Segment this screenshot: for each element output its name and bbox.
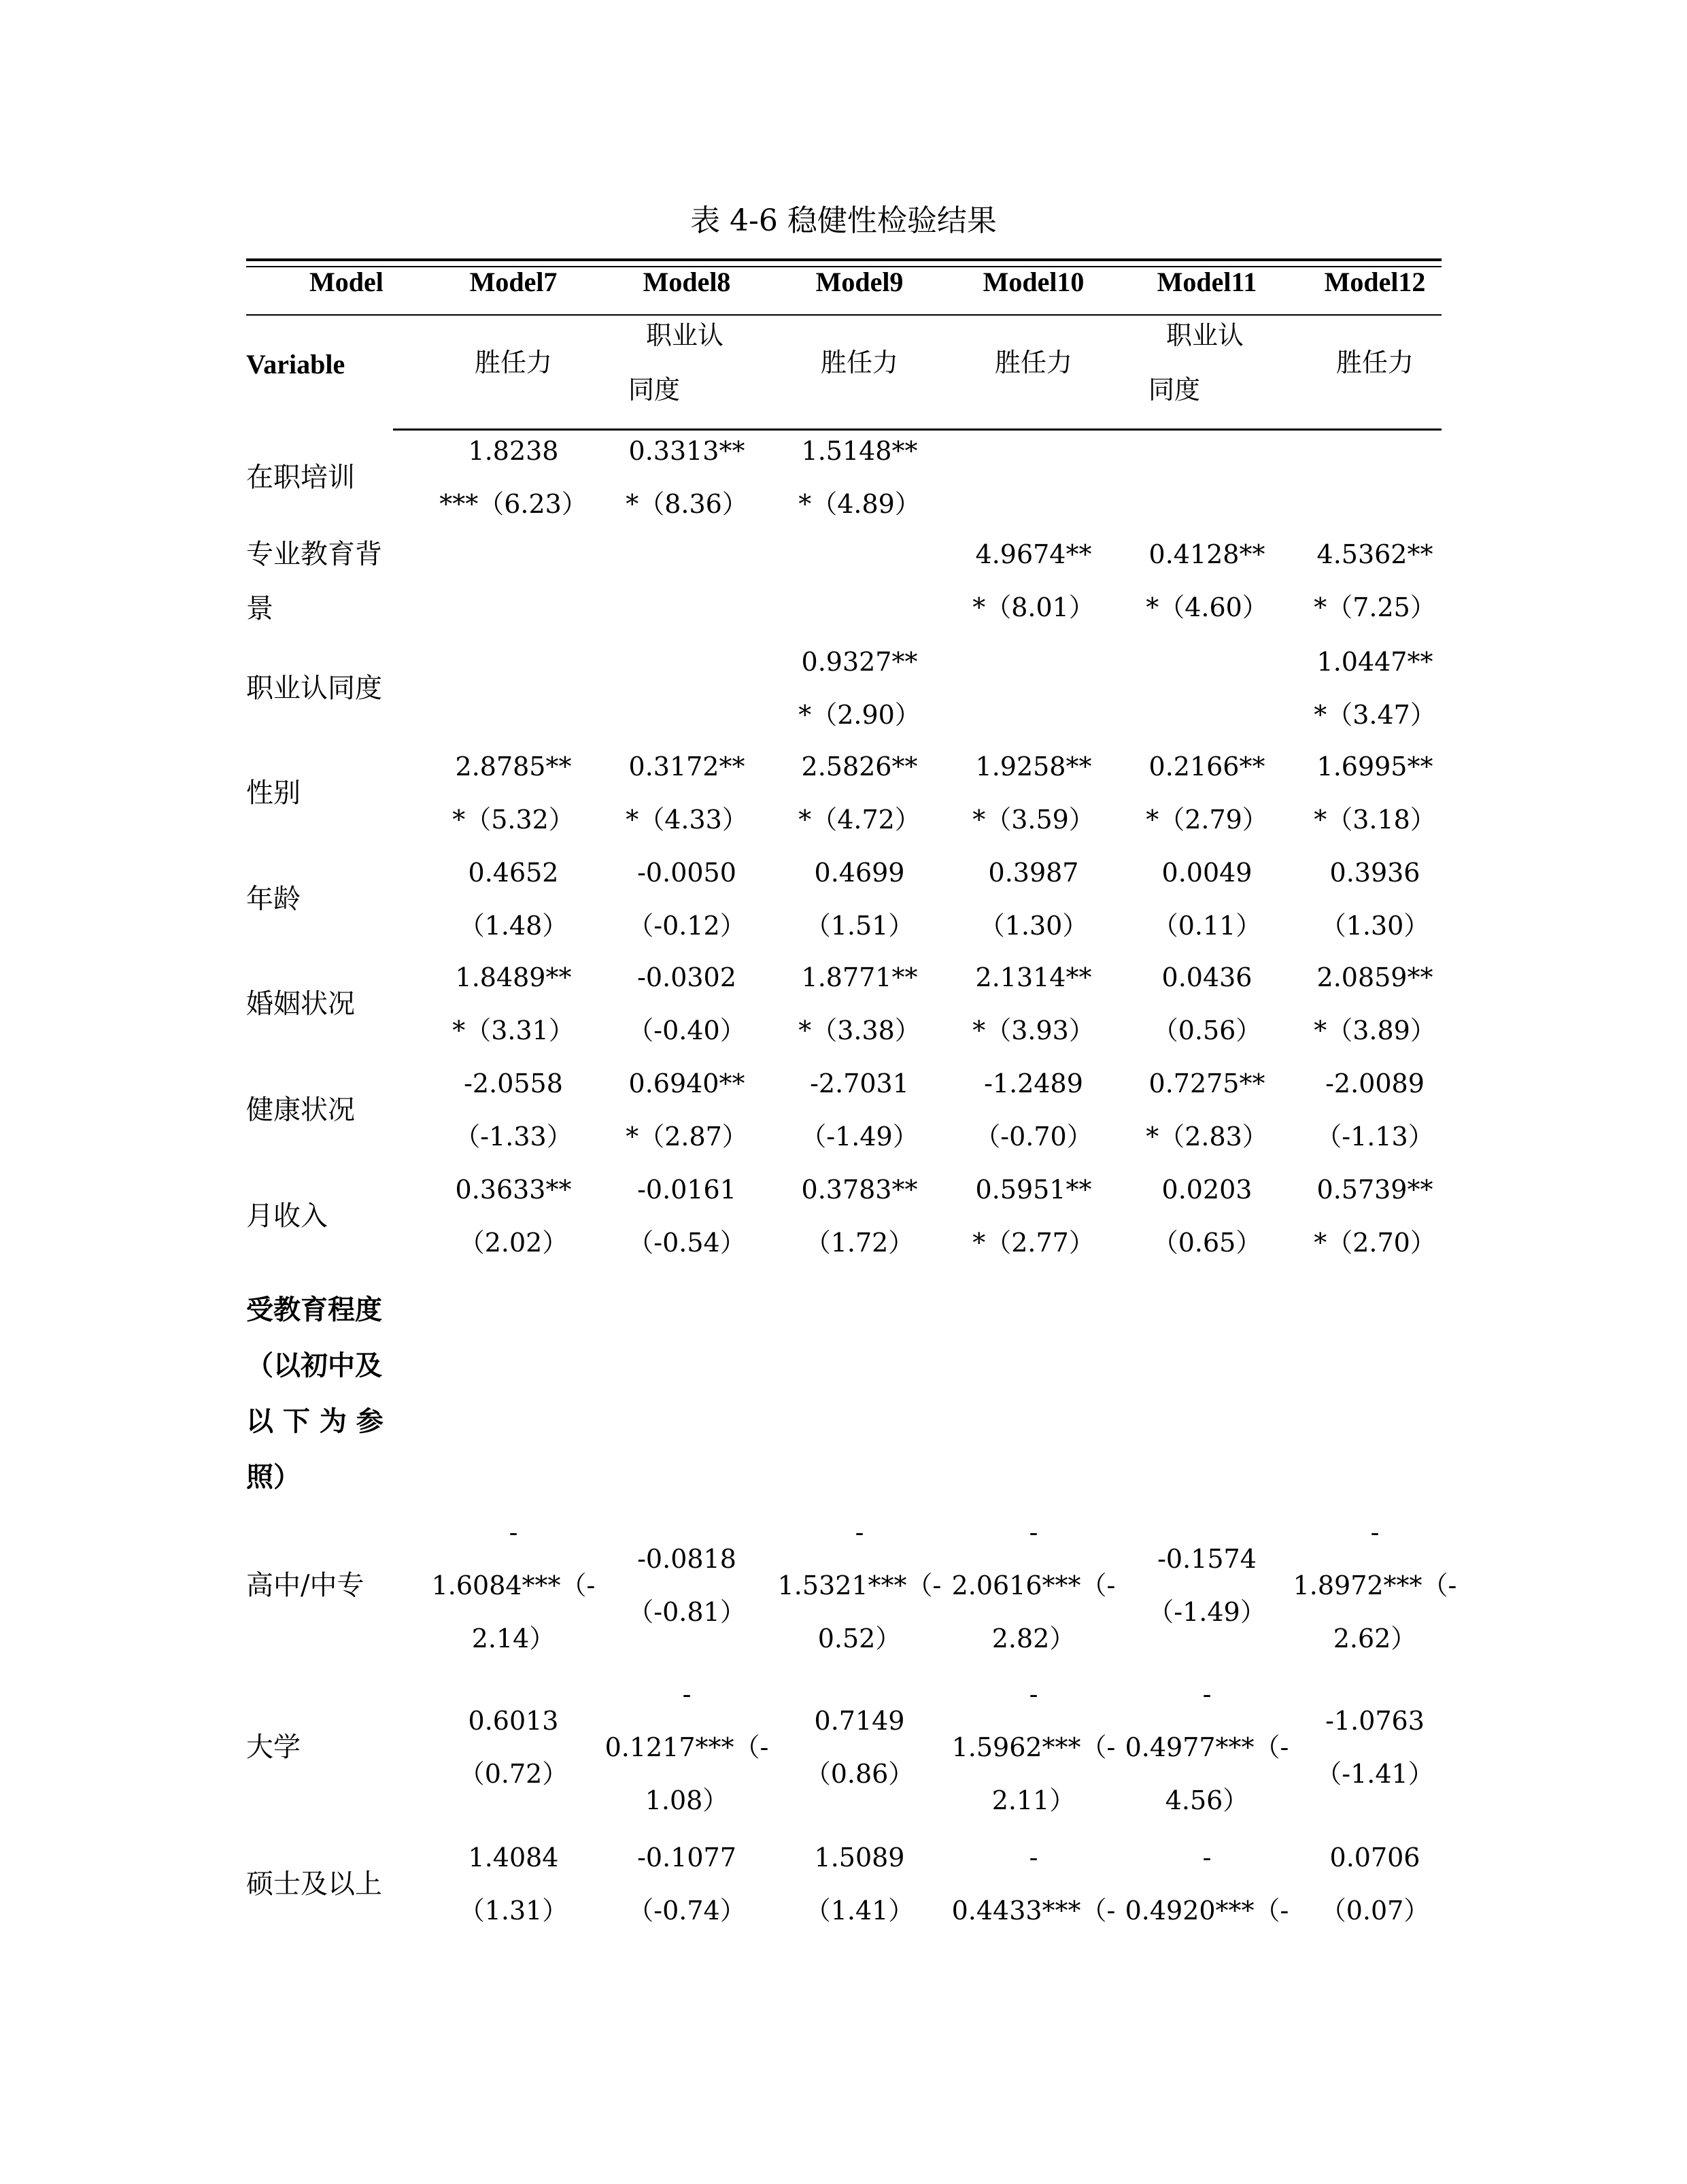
table-cell: （1.51） (804, 911, 915, 941)
table-cell: 0.3172** (628, 752, 745, 782)
table-cell: *（2.70） (1314, 1228, 1436, 1258)
table-cell: （2.02） (458, 1228, 568, 1258)
table-cell: 0.6940** (628, 1069, 745, 1098)
table-cell: 2.82） (991, 1624, 1076, 1653)
table-cell: *（2.77） (972, 1228, 1095, 1258)
table-cell: 0.4699 (814, 858, 905, 888)
table-cell: 0.0436 (1161, 962, 1253, 992)
table-cell: 0.7275** (1148, 1069, 1265, 1098)
table-cell: - (1029, 1679, 1038, 1709)
table-cell: 0.0203 (1161, 1175, 1253, 1205)
row-label: 婚姻状况 (246, 988, 355, 1020)
table-cell: 1.5089 (814, 1843, 905, 1872)
table-cell: 0.52） (817, 1624, 902, 1653)
table-cell: 0.7149 (814, 1706, 905, 1736)
table-cell: -2.0089 (1325, 1069, 1425, 1098)
row-label: 在职培训 (246, 462, 355, 493)
model-label: Model (309, 267, 384, 297)
row-label: 大学 (246, 1732, 301, 1763)
section-heading: （以初中及 (246, 1349, 382, 1381)
table-cell: （0.11） (1152, 911, 1262, 941)
table-cell: *（3.89） (1314, 1015, 1436, 1045)
table-cell: *（3.47） (1314, 700, 1436, 730)
table-cell: 4.56） (1165, 1785, 1249, 1815)
table-cell: （0.07） (1320, 1896, 1430, 1926)
table-cell: *（3.18） (1314, 805, 1436, 835)
table-cell: 0.5739** (1316, 1175, 1433, 1205)
model-header: Model12 (1324, 267, 1426, 297)
table-cell: （-1.13） (1316, 1122, 1434, 1152)
table-cell: 0.4128** (1148, 539, 1265, 569)
table-cell: -1.2489 (984, 1069, 1083, 1098)
table-cell: 1.8972***（- (1293, 1570, 1457, 1600)
table-title: 表 4-6 稳健性检验结果 (690, 203, 997, 238)
table-cell: -0.0161 (637, 1175, 736, 1205)
row-label: 健康状况 (246, 1094, 355, 1126)
table-cell: ***（6.23） (439, 489, 587, 519)
table-cell: 2.0859** (1316, 962, 1433, 992)
table-cell: （1.41） (804, 1896, 915, 1926)
table-cell: -2.7031 (810, 1069, 909, 1098)
dependent-variable: 同度 (1148, 375, 1201, 405)
table-cell: *（4.89） (798, 489, 921, 519)
table-cell: 0.4433***（- (951, 1896, 1116, 1926)
dependent-variable: 胜任力 (474, 348, 552, 377)
table-cell: 2.0616***（- (951, 1570, 1116, 1600)
table-cell: （1.48） (458, 911, 568, 941)
table-cell: -2.0558 (464, 1069, 563, 1098)
table-cell: - (1029, 1517, 1038, 1547)
row-label: 硕士及以上 (246, 1868, 382, 1900)
table-cell: （1.30） (978, 911, 1089, 941)
table-cell: - (682, 1679, 692, 1709)
table-cell: （0.86） (804, 1759, 915, 1789)
table-cell: *（3.93） (972, 1015, 1095, 1045)
table-cell: 0.1217***（- (604, 1732, 769, 1762)
row-label: 年龄 (246, 884, 301, 915)
table-cell: （-1.49） (800, 1122, 919, 1152)
table-cell: - (1029, 1843, 1038, 1872)
table-cell: 2.14） (471, 1624, 556, 1653)
header-rule (246, 314, 1442, 316)
row-label: 专业教育背 (246, 539, 382, 570)
table-cell: （1.72） (804, 1228, 915, 1258)
model-header: Model11 (1157, 267, 1257, 297)
table-cell: 1.8238 (468, 436, 559, 466)
table-cell: 0.9327** (801, 647, 918, 677)
table-cell: - (509, 1517, 518, 1547)
table-cell: 1.5962***（- (951, 1732, 1116, 1762)
table-cell: 1.9258** (975, 752, 1092, 782)
table-cell: 2.8785** (455, 752, 572, 782)
table-cell: （-0.54） (628, 1228, 746, 1258)
table-cell: 1.6084***（- (431, 1570, 596, 1600)
row-label: 景 (246, 593, 273, 624)
table-cell: -1.0763 (1325, 1706, 1425, 1736)
table-cell: *（3.59） (972, 805, 1095, 835)
table-cell: （-0.12） (628, 911, 746, 941)
table-cell: 0.3936 (1329, 858, 1420, 888)
table-cell: 0.4920***（- (1125, 1896, 1289, 1926)
table-cell: 0.3783** (801, 1175, 918, 1205)
table-cell: 1.5321***（- (777, 1570, 942, 1600)
table-cell: 1.08） (645, 1785, 729, 1815)
table-cell: 0.0049 (1161, 858, 1253, 888)
table-cell: （0.72） (458, 1759, 568, 1789)
dependent-variable: 职业认 (1166, 320, 1244, 350)
table-cell: - (1370, 1517, 1380, 1547)
table-cell: *（7.25） (1314, 592, 1436, 622)
table-cell: 2.1314** (975, 962, 1092, 992)
row-label: 月收入 (246, 1200, 328, 1232)
model-header: Model7 (469, 267, 558, 297)
table-cell: *（2.79） (1146, 805, 1268, 835)
table-cell: 0.3633** (455, 1175, 572, 1205)
row-label: 性别 (246, 777, 301, 809)
table-cell: 2.62） (1333, 1624, 1417, 1653)
table-cell: （1.30） (1320, 911, 1430, 941)
dependent-variable: 同度 (628, 375, 681, 405)
table-cell: -0.0050 (637, 858, 736, 888)
table-cell: 0.4652 (468, 858, 559, 888)
table-cell: - (855, 1517, 864, 1547)
table-cell: （-1.41） (1316, 1759, 1434, 1789)
table-cell: -0.0818 (637, 1544, 736, 1574)
table-cell: *（2.90） (798, 700, 921, 730)
table-cell: *（8.01） (972, 592, 1095, 622)
table-cell: （-1.33） (454, 1122, 573, 1152)
dependent-variable: 胜任力 (1335, 348, 1414, 377)
model-header: Model9 (815, 267, 904, 297)
table-cell: *（5.32） (452, 805, 575, 835)
table-cell: （-0.74） (628, 1896, 746, 1926)
table-cell: *（4.33） (626, 805, 748, 835)
row-label: 职业认同度 (246, 673, 382, 704)
table-cell: 2.5826** (801, 752, 918, 782)
table-cell: 1.4084 (468, 1843, 559, 1872)
variable-label: Variable (246, 349, 345, 380)
section-heading: 以 下 为 参 (246, 1405, 384, 1437)
section-heading: 照） (246, 1461, 301, 1493)
section-heading: 受教育程度 (246, 1294, 382, 1326)
row-label: 高中/中专 (246, 1570, 364, 1601)
table-cell: - (1202, 1679, 1212, 1709)
table-cell: 0.4977***（- (1125, 1732, 1289, 1762)
table-cell: 4.9674** (975, 539, 1092, 569)
table-cell: - (1202, 1843, 1212, 1872)
table-cell: 0.3313** (628, 436, 745, 466)
table-cell: 1.0447** (1316, 647, 1433, 677)
table-cell: （0.65） (1152, 1228, 1262, 1258)
table-cell: 4.5362** (1316, 539, 1433, 569)
table-cell: 0.0706 (1329, 1843, 1420, 1872)
table-cell: *（3.38） (798, 1015, 921, 1045)
table-cell: *（2.87） (626, 1122, 748, 1152)
model-header: Model8 (643, 267, 731, 297)
table-cell: 0.6013 (468, 1706, 559, 1736)
table-cell: 0.5951** (975, 1175, 1092, 1205)
dependent-variable: 胜任力 (994, 348, 1072, 377)
table-cell: *（4.72） (798, 805, 921, 835)
model-header: Model10 (983, 267, 1085, 297)
table-cell: *（3.31） (452, 1015, 575, 1045)
dependent-variable: 职业认 (646, 320, 724, 350)
dependent-variable: 胜任力 (820, 348, 898, 377)
table-cell: （1.31） (458, 1896, 568, 1926)
table-cell: *（8.36） (626, 489, 748, 519)
table-cell: （-0.81） (628, 1597, 746, 1627)
table-cell: 0.3987 (988, 858, 1079, 888)
table-cell: （-0.40） (628, 1015, 746, 1045)
table-cell: -0.0302 (637, 962, 736, 992)
table-cell: （-1.49） (1148, 1597, 1266, 1627)
table-cell: -0.1574 (1157, 1544, 1257, 1574)
table-cell: 1.8489** (455, 962, 572, 992)
table-cell: -0.1077 (637, 1843, 736, 1872)
table-cell: 0.2166** (1148, 752, 1265, 782)
table-cell: *（4.60） (1146, 592, 1268, 622)
table-cell: 1.5148** (801, 436, 918, 466)
table-cell: 1.6995** (1316, 752, 1433, 782)
table-cell: 2.11） (991, 1785, 1076, 1815)
table-cell: 1.8771** (801, 962, 918, 992)
table-cell: （-0.70） (974, 1122, 1093, 1152)
table-cell: （0.56） (1152, 1015, 1262, 1045)
table-cell: *（2.83） (1146, 1122, 1268, 1152)
